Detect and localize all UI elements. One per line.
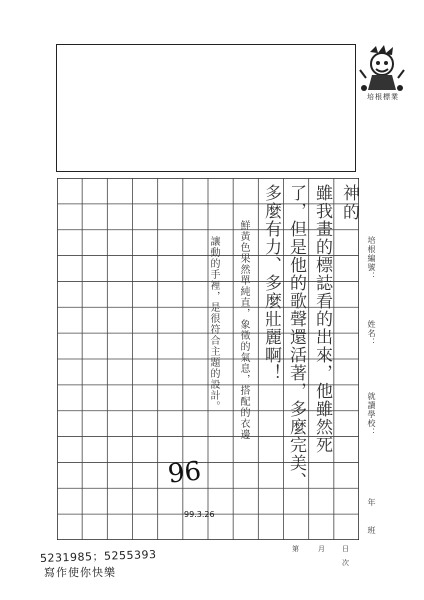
month-label: 月 <box>318 545 325 553</box>
day-label: 日 <box>342 545 349 553</box>
nth-label: 第 <box>292 545 299 553</box>
logo-caption: 培根標業 <box>367 93 399 101</box>
times-label: 次 <box>342 559 349 567</box>
teacher-comment-box <box>56 44 356 172</box>
school-label: 就讀學校： <box>367 392 376 437</box>
essay-column-5: 鮮黃色果然單純直，象徵的氣息，搭配的衣邊 <box>238 220 249 440</box>
essay-column-6: 讓動的手裡，是很符合主題的設計。 <box>208 236 219 412</box>
class-label: 班 <box>367 526 376 535</box>
training-number-label: 培根編號： <box>367 236 376 281</box>
grading-date: 99.3.26 <box>184 510 215 519</box>
name-label: 姓名： <box>367 320 376 347</box>
essay-column-4: 多麼有力、多麼壯麗啊！ <box>261 184 281 382</box>
score-mark: 96 <box>166 456 203 490</box>
slogan: 寫作使你快樂 <box>44 566 116 579</box>
essay-column-2: 雖我畫的標誌看的出來，他雖然死 <box>312 184 332 454</box>
grade-label: 年 <box>367 498 376 507</box>
essay-column-1: 神的 <box>339 184 359 222</box>
phone-numbers: 5231985；5255393 <box>39 547 157 566</box>
essay-column-3: 了，但是他的歌聲還活著，多麼完美、 <box>286 184 306 490</box>
